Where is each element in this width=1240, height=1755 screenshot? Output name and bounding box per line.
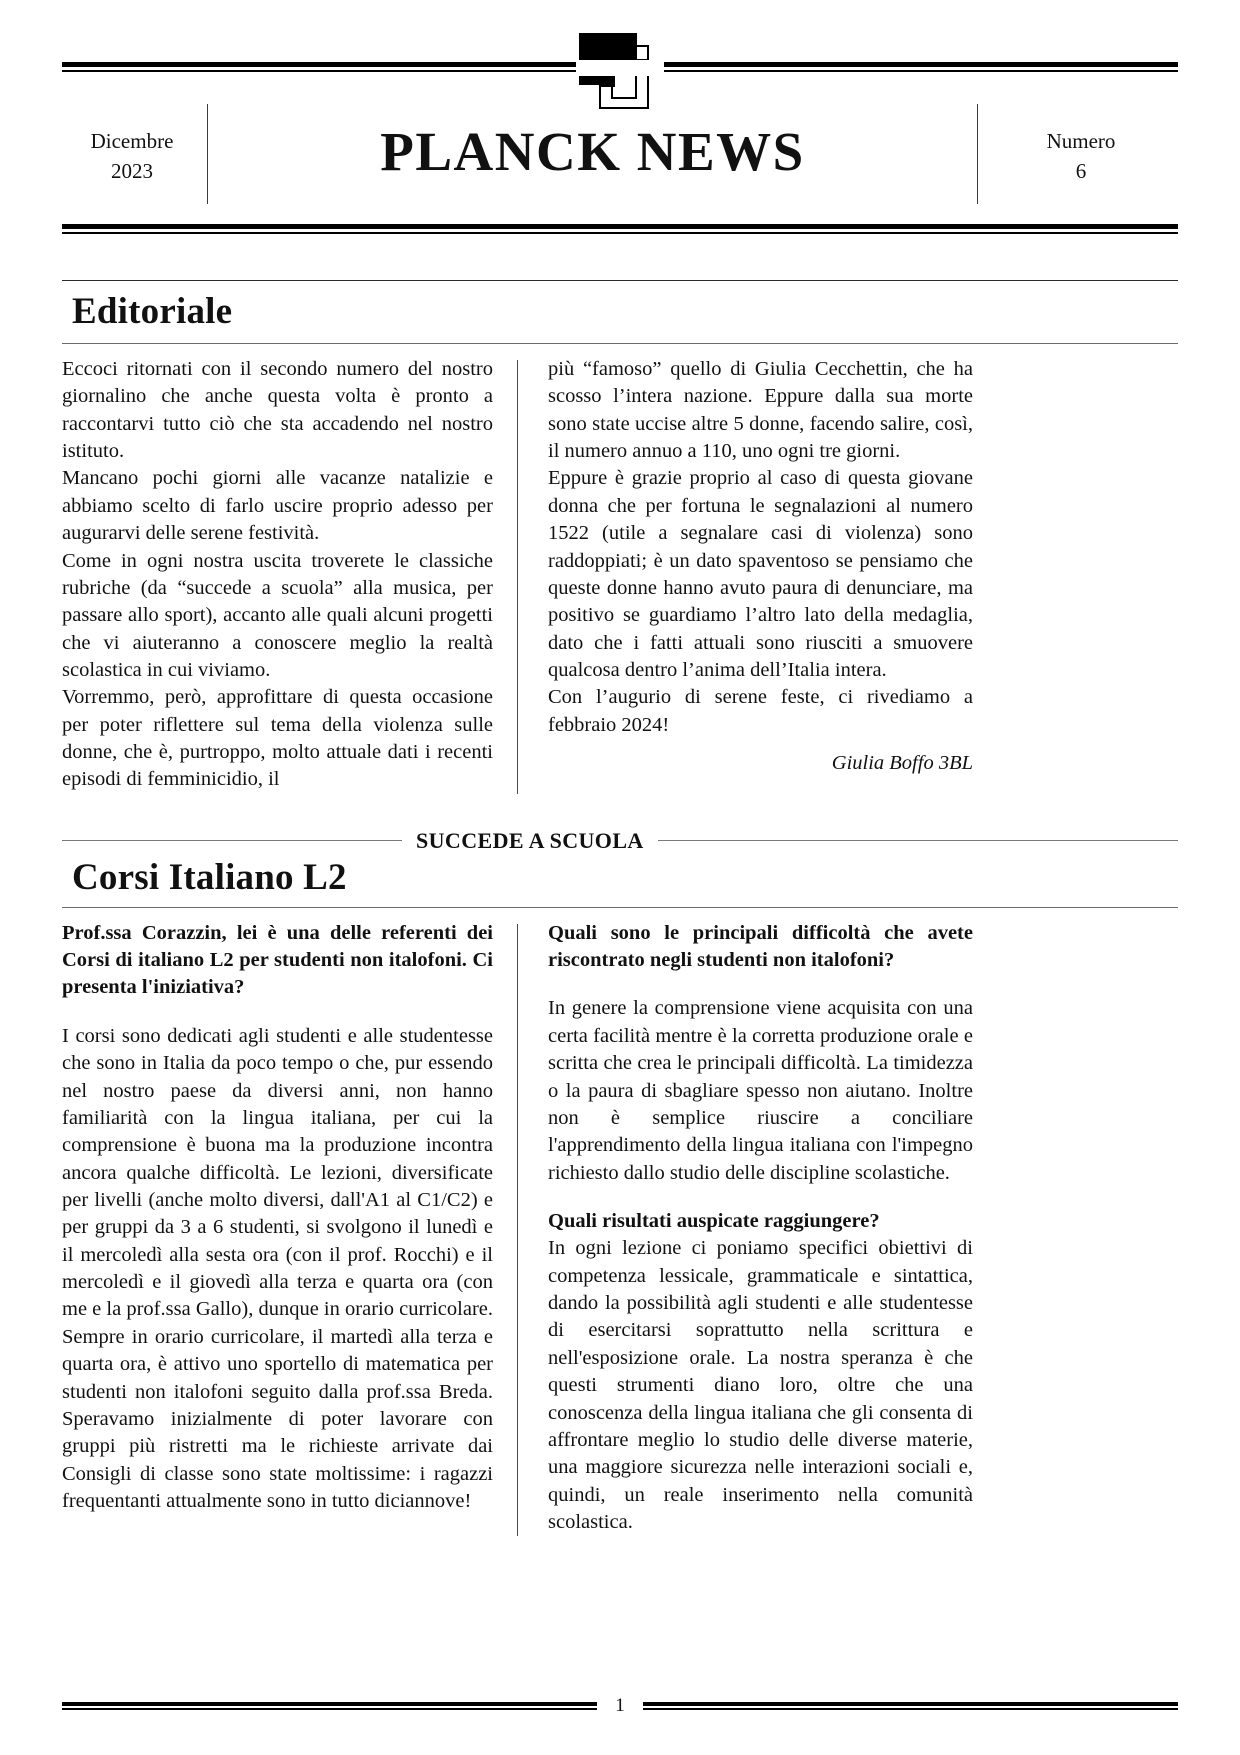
school-section-columns [62, 920, 1178, 1537]
interview-question: Prof.ssa Corazzin, lei è una delle referenti dei Corsi di italiano L2 per studenti non italofoni. Ci presenta l'iniziativa? [62, 921, 493, 999]
page-number: 1 [615, 1695, 625, 1716]
masthead-bottom-rules [62, 224, 1178, 236]
school-section [62, 828, 1178, 1537]
editorial-paragraph: più “famoso” quello di Giulia Cecchettin, che ha scosso l’intera nazione. Eppure dalla sua morte sono state uccise altre 5 donne, facendo salire, così, il numero annuo a 110, uno ogni tre giorni. [548, 358, 973, 463]
spacer [62, 1002, 493, 1023]
issue-label: Numero [1046, 129, 1116, 153]
interview-question: Quali sono le principali difficoltà che avete riscontrato negli studenti non italofoni? [548, 921, 973, 972]
school-section-rule [62, 907, 1178, 908]
editorial-column-right [518, 356, 973, 794]
issue-year: 2023 [111, 159, 153, 184]
school-column-left [62, 920, 517, 1537]
issue-month: Dicembre [90, 129, 174, 153]
masthead-divider-left [207, 104, 208, 204]
editorial-paragraph: Eccoci ritornati con il secondo numero del nostro giornalino che anche questa volta è pronto a raccontarvi tutto ciò che sta accadendo nel nostro istituto. [62, 358, 493, 463]
footer-rule-left [62, 1702, 597, 1711]
editorial-column-left [62, 356, 517, 794]
page-title: PLANCK NEWS [380, 121, 805, 182]
school-section-heading: Corsi Italiano L2 [72, 856, 347, 898]
school-column-right [518, 920, 973, 1537]
editorial-byline: Giulia Boffo 3BL [831, 752, 973, 775]
rule-thick-bottom [62, 224, 1178, 229]
editorial-paragraph: Eppure è grazie proprio al caso di questa giovane donna che per fortuna le segnalazioni al numero 1522 (utile a segnalare casi di violenza) sono raddoppiati; è un dato spaventoso se pensiamo che queste donne hanno avuto paura di denunciare, ma positivo se guardiamo l’altro lato della medaglia, dato che i fatti attuali sono riusciti a smuovere qualcosa dentro l’anima dell’Italia intera. [548, 467, 973, 681]
interview-answer: In ogni lezione ci poniamo specifici obiettivi di competenza lessicale, grammaticale e sintattica, dando la possibilità agli studenti e alle studentesse di esercitarsi soprattutto nella scrittura e nell'esposizione orale. La nostra speranza è che questi strumenti diano loro, oltre che una conoscenza della lingua italiana che gli consenta di affrontare meglio lo studio delle diverse materie, una maggiore sicurezza nelle interazioni sociali e, quindi, un reale inserimento nella comunità scolastica. [548, 1237, 973, 1533]
spacer [548, 974, 973, 995]
interview-question: Quali risultati auspicate raggiungere? [548, 1209, 880, 1232]
issue-number: 6 [1075, 159, 1087, 184]
rule-thin-bottom [62, 232, 1178, 234]
school-section-banner [62, 828, 1178, 854]
masthead-title-block [62, 100, 1178, 216]
banner-line-left [62, 840, 402, 841]
editorial-section [62, 280, 1178, 794]
issue-date [62, 126, 202, 187]
banner-label: SUCCEDE A SCUOLA [416, 827, 644, 853]
editorial-rule-bottom [62, 343, 1178, 344]
editorial-columns [62, 356, 1178, 794]
interview-answer: I corsi sono dedicati agli studenti e alle studentesse che sono in Italia da poco tempo o che, pur essendo nel nostro paese da diversi anni, non hanno familiarità con la lingua italiana, per cui la comprensione è buona ma la produzione incontra ancora qualche difficoltà. Le lezioni, diversificate per livelli (anche molto diversi, dall'A1 al C1/C2) e per gruppi da 3 a 6 studenti, si svolgono il lunedì e il mercoledì alla sesta ora (con il prof. Rocchi) e il mercoledì e il giovedì alla terza e quarta ora (con me e la prof.ssa Gallo), dunque in orario curricolare. Sempre in orario curricolare, il martedì alla terza e quarta ora, è attivo uno sportello di matematica per studenti non italofoni seguito dalla prof.ssa Breda. Speravamo inizialmente di poter lavorare con gruppi più ristretti ma le richieste arrivate dai Consigli di classe sono state moltissime: i ragazzi frequentanti attualmente sono in tutto diciannove! [62, 1024, 493, 1512]
interview-answer: In genere la comprensione viene acquisita con una certa facilità mentre è la corretta produzione orale e scritta che crea le principali difficoltà. La timidezza o la paura di sbagliare spesso non aiutano. Inoltre non è semplice riuscire a conciliare l'apprendimento della lingua italiana con l'impegno richiesto dallo studio delle discipline scolastiche. [548, 997, 973, 1184]
editorial-heading: Editoriale [72, 291, 233, 332]
editorial-paragraph: Con l’augurio di serene feste, ci rivediamo a febbraio 2024! [548, 686, 973, 736]
logo-rule-mask [576, 60, 664, 76]
spacer [548, 1187, 973, 1208]
issue-info [984, 126, 1178, 187]
editorial-paragraph: Mancano pochi giorni alle vacanze natalizie e abbiamo scelto di farlo uscire proprio adesso per augurarvi delle serene festività. [62, 467, 493, 545]
banner-line-right [658, 840, 1178, 841]
masthead [62, 0, 1178, 236]
editorial-paragraph: Vorremmo, però, approfittare di questa occasione per poter riflettere sul tema della violenza sulle donne, che è, purtroppo, molto attuale dati i recenti episodi di femminicidio, il [62, 686, 493, 791]
editorial-paragraph: Come in ogni nostra uscita troverete le classiche rubriche (da “succede a scuola” alla musica, per passare allo sport), accanto alle quali alcuni progetti che vi aiuteranno a conoscere meglio la realtà scolastica in cui viviamo. [62, 549, 493, 681]
footer-rule-right [643, 1702, 1178, 1711]
page-footer [62, 1695, 1178, 1717]
masthead-divider-right [977, 104, 978, 204]
masthead-top-rules [62, 62, 1178, 74]
